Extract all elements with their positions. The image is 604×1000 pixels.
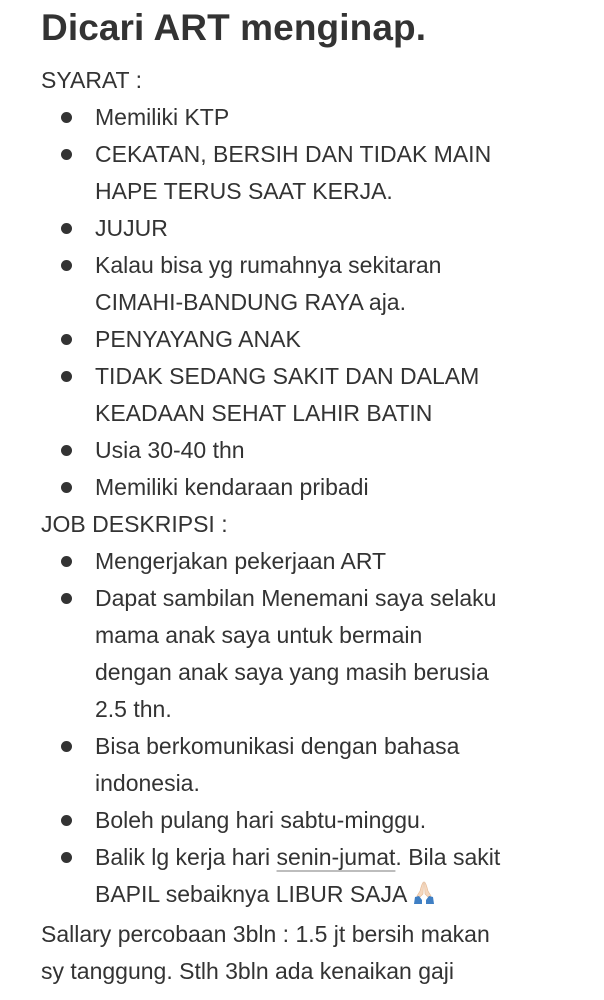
date-link[interactable]: senin-jumat	[276, 844, 396, 870]
bullet-icon	[61, 445, 72, 456]
list-item: TIDAK SEDANG SAKIT DAN DALAM KEADAAN SEHAT LAHIR BATIN	[41, 358, 565, 432]
bullet-icon	[61, 482, 72, 493]
bullet-icon	[61, 741, 72, 752]
bullet-icon	[61, 149, 72, 160]
list-item: PENYAYANG ANAK	[41, 321, 565, 358]
bullet-icon	[61, 593, 72, 604]
bullet-icon	[61, 112, 72, 123]
list-item: CEKATAN, BERSIH DAN TIDAK MAIN HAPE TERUS SAAT KERJA.	[41, 136, 565, 210]
list-item: Memiliki kendaraan pribadi	[41, 469, 565, 506]
bullet-icon	[61, 371, 72, 382]
list-item: Mengerjakan pekerjaan ART	[41, 543, 565, 580]
list-item: Usia 30-40 thn	[41, 432, 565, 469]
page-title: Dicari ART menginap.	[41, 7, 427, 48]
bullet-icon	[61, 334, 72, 345]
job-description-list	[41, 543, 601, 913]
list-item: Dapat sambilan Menemani saya selaku mama anak saya untuk bermain dengan anak saya yang masih berusia 2.5 thn.	[41, 580, 565, 728]
requirements-heading: SYARAT :	[41, 67, 142, 93]
folded-hands-icon	[411, 879, 437, 905]
job-description-heading: JOB DESKRIPSI :	[41, 511, 228, 537]
list-item: Bisa berkomunikasi dengan bahasa indonesia.	[41, 728, 565, 802]
list-item: Kalau bisa yg rumahnya sekitaran CIMAHI-BANDUNG RAYA aja.	[41, 247, 565, 321]
list-item: Balik lg kerja hari senin-jumat. Bila sakit BAPIL sebaiknya LIBUR SAJA	[41, 839, 565, 913]
bullet-icon	[61, 556, 72, 567]
bullet-icon	[61, 852, 72, 863]
bullet-icon	[61, 260, 72, 271]
list-item: JUJUR	[41, 210, 565, 247]
list-item: Boleh pulang hari sabtu-minggu.	[41, 802, 565, 839]
requirements-list	[41, 99, 601, 506]
bullet-icon	[61, 815, 72, 826]
list-item: Memiliki KTP	[41, 99, 565, 136]
salary-text: Sallary percobaan 3bln : 1.5 jt bersih makan sy tanggung. Stlh 3bln ada kenaikan gaji	[41, 921, 490, 984]
document	[41, 0, 601, 990]
bullet-icon	[61, 223, 72, 234]
